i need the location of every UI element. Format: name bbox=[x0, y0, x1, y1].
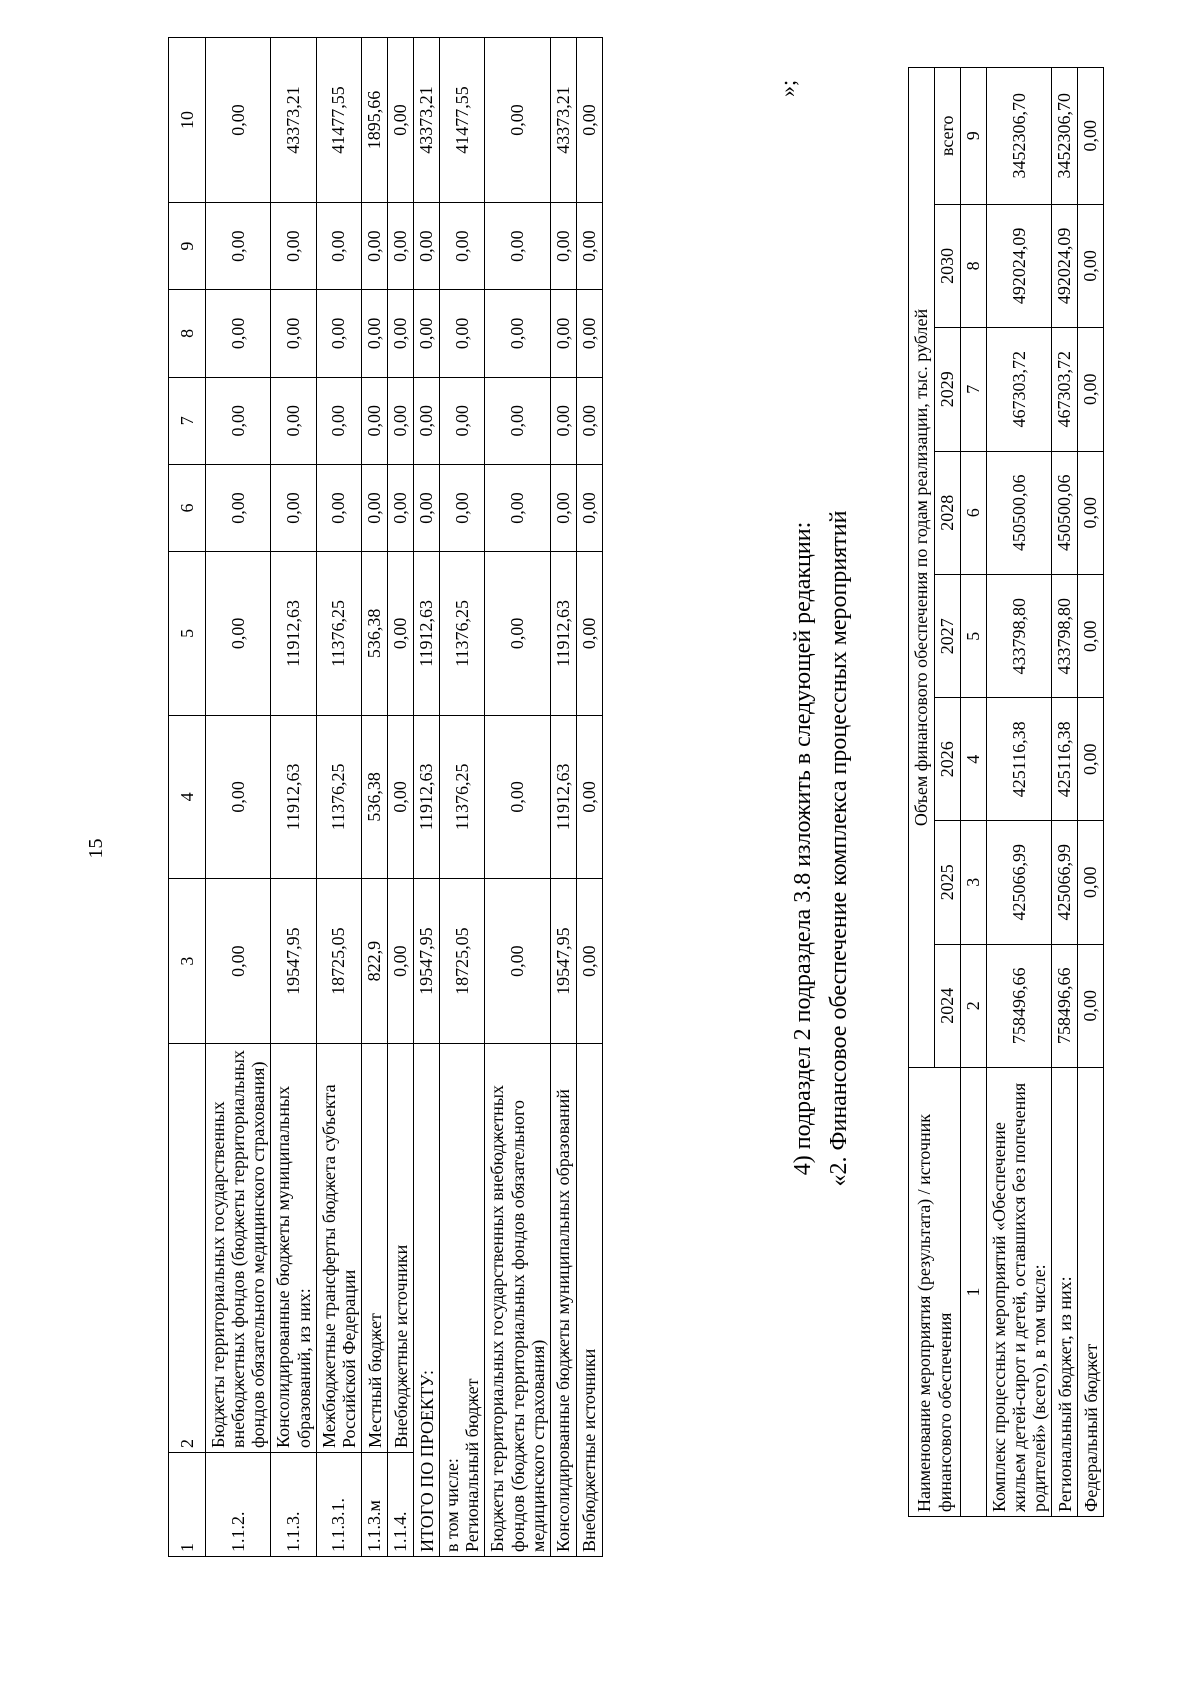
row-value: 11912,63 bbox=[550, 715, 576, 878]
column-number: 3 bbox=[169, 879, 206, 1044]
table-row bbox=[576, 38, 602, 1557]
row-value: 450500,06 bbox=[1052, 451, 1078, 574]
row-value: 19547,95 bbox=[414, 879, 440, 1044]
header-volume: Объем финансового обеспечения по годам реализации, тыс. рублей bbox=[909, 68, 935, 1068]
column-number: 1 bbox=[961, 1068, 987, 1517]
row-value: 758496,66 bbox=[987, 944, 1052, 1067]
row-value: 43373,21 bbox=[414, 38, 440, 203]
row-value: 822,9 bbox=[362, 879, 388, 1044]
table-row bbox=[414, 38, 440, 1557]
row-value: 492024,09 bbox=[987, 204, 1052, 327]
row-value: 11912,63 bbox=[271, 715, 316, 878]
column-number: 2 bbox=[961, 944, 987, 1067]
column-number: 5 bbox=[961, 575, 987, 698]
row-value: 0,00 bbox=[206, 879, 271, 1044]
row-value: 0,00 bbox=[271, 464, 316, 551]
row-value: 0,00 bbox=[206, 715, 271, 878]
row-value: 0,00 bbox=[1078, 68, 1104, 205]
amendment-instruction: 4) подраздел 2 подраздела 3.8 изложить в следующей редакции: bbox=[790, 521, 816, 1176]
row-value: 0,00 bbox=[1078, 944, 1104, 1067]
table-row bbox=[362, 38, 388, 1557]
row-value: 0,00 bbox=[316, 377, 361, 464]
row-value: 0,00 bbox=[550, 290, 576, 377]
row-value: 536,38 bbox=[362, 552, 388, 715]
row-value: 0,00 bbox=[414, 377, 440, 464]
column-number-row bbox=[961, 68, 987, 1517]
row-value: 3452306,70 bbox=[987, 68, 1052, 205]
row-code: 1.1.3. bbox=[271, 1453, 316, 1557]
column-number: 8 bbox=[169, 290, 206, 377]
row-value: 758496,66 bbox=[1052, 944, 1078, 1067]
row-value: 0,00 bbox=[1078, 575, 1104, 698]
row-value: 0,00 bbox=[271, 377, 316, 464]
row-value: 0,00 bbox=[576, 377, 602, 464]
row-value: 0,00 bbox=[576, 879, 602, 1044]
column-number: 5 bbox=[169, 552, 206, 715]
row-value: 43373,21 bbox=[550, 38, 576, 203]
row-name: Внебюджетные источники bbox=[388, 1044, 414, 1453]
row-value: 11912,63 bbox=[550, 552, 576, 715]
row-value: 18725,05 bbox=[316, 879, 361, 1044]
row-value: 0,00 bbox=[1078, 821, 1104, 944]
row-value: 0,00 bbox=[388, 464, 414, 551]
table-row bbox=[440, 38, 485, 1557]
row-value: 0,00 bbox=[388, 202, 414, 289]
table-row bbox=[550, 38, 576, 1557]
row-value: 0,00 bbox=[206, 202, 271, 289]
row-value: 433798,80 bbox=[1052, 575, 1078, 698]
row-name: Федеральный бюджет bbox=[1078, 1068, 1104, 1517]
row-value: 0,00 bbox=[1078, 328, 1104, 451]
column-number: 6 bbox=[961, 451, 987, 574]
row-value: 0,00 bbox=[388, 552, 414, 715]
column-number: 6 bbox=[169, 464, 206, 551]
row-value: 0,00 bbox=[485, 552, 550, 715]
project-funding-table bbox=[168, 37, 603, 1557]
row-value: 0,00 bbox=[206, 464, 271, 551]
row-value: 0,00 bbox=[388, 290, 414, 377]
column-number: 9 bbox=[961, 68, 987, 205]
row-value: 0,00 bbox=[485, 202, 550, 289]
table-row bbox=[1078, 68, 1104, 1517]
row-value: 0,00 bbox=[440, 377, 485, 464]
row-value: 0,00 bbox=[1078, 698, 1104, 821]
table-row bbox=[206, 38, 271, 1557]
header-row bbox=[909, 68, 935, 1517]
row-code: 1.1.3.м bbox=[362, 1453, 388, 1557]
row-value: 0,00 bbox=[576, 464, 602, 551]
row-value: 0,00 bbox=[206, 290, 271, 377]
row-value: 425066,99 bbox=[987, 821, 1052, 944]
column-number: 8 bbox=[961, 204, 987, 327]
row-value: 467303,72 bbox=[987, 328, 1052, 451]
row-value: 41477,55 bbox=[316, 38, 361, 203]
row-name: Внебюджетные источники bbox=[576, 1044, 602, 1557]
row-value: 41477,55 bbox=[440, 38, 485, 203]
column-number: 3 bbox=[961, 821, 987, 944]
table-row bbox=[316, 38, 361, 1557]
row-value: 0,00 bbox=[206, 377, 271, 464]
row-value: 0,00 bbox=[576, 552, 602, 715]
row-value: 0,00 bbox=[414, 202, 440, 289]
row-value: 0,00 bbox=[485, 715, 550, 878]
row-value: 11376,25 bbox=[316, 552, 361, 715]
row-value: 11376,25 bbox=[316, 715, 361, 878]
row-value: 19547,95 bbox=[271, 879, 316, 1044]
row-value: 43373,21 bbox=[271, 38, 316, 203]
row-value: 0,00 bbox=[362, 377, 388, 464]
row-value: 0,00 bbox=[550, 464, 576, 551]
table-row bbox=[388, 38, 414, 1557]
process-measures-funding-table bbox=[908, 67, 1104, 1517]
row-value: 0,00 bbox=[485, 290, 550, 377]
row-name: Бюджеты территориальных государственных внебюджетных фондов (бюджеты территориальных фондов обязательного медицинского страхования) bbox=[206, 1044, 271, 1453]
row-value: 0,00 bbox=[388, 38, 414, 203]
row-value: 0,00 bbox=[550, 377, 576, 464]
row-value: 0,00 bbox=[440, 464, 485, 551]
year-header: 2025 bbox=[935, 821, 961, 944]
row-value: 0,00 bbox=[271, 202, 316, 289]
row-value: 11912,63 bbox=[271, 552, 316, 715]
row-value: 1895,66 bbox=[362, 38, 388, 203]
row-value: 11376,25 bbox=[440, 715, 485, 878]
row-name: Комплекс процессных мероприятий «Обеспечение жильем детей-сирот и детей, оставшихся без попечения родителей» (всего), в том числе: bbox=[987, 1068, 1052, 1517]
row-value: 0,00 bbox=[388, 879, 414, 1044]
table-row bbox=[271, 38, 316, 1557]
row-value: 11912,63 bbox=[414, 715, 440, 878]
row-value: 0,00 bbox=[550, 202, 576, 289]
row-value: 0,00 bbox=[485, 38, 550, 203]
row-value: 425066,99 bbox=[1052, 821, 1078, 944]
row-value: 0,00 bbox=[206, 38, 271, 203]
row-value: 450500,06 bbox=[987, 451, 1052, 574]
row-value: 0,00 bbox=[362, 290, 388, 377]
table-row bbox=[485, 38, 550, 1557]
row-value: 0,00 bbox=[316, 464, 361, 551]
row-value: 433798,80 bbox=[987, 575, 1052, 698]
row-name: Консолидированные бюджеты муниципальных образований, из них: bbox=[271, 1044, 316, 1453]
row-value: 0,00 bbox=[576, 715, 602, 878]
row-value: 0,00 bbox=[576, 290, 602, 377]
row-value: 0,00 bbox=[440, 202, 485, 289]
table-row bbox=[1052, 68, 1078, 1517]
row-value: 11376,25 bbox=[440, 552, 485, 715]
page-number: 15 bbox=[85, 838, 107, 859]
row-name: Региональный бюджет, из них: bbox=[1052, 1068, 1078, 1517]
row-value: 0,00 bbox=[271, 290, 316, 377]
row-value: 0,00 bbox=[316, 290, 361, 377]
column-number-row bbox=[169, 38, 206, 1557]
column-number: 4 bbox=[961, 698, 987, 821]
row-name: Бюджеты территориальных государственных внебюджетных фондов (бюджеты территориальных фондов обязательного медицинского страхования) bbox=[485, 1044, 550, 1557]
column-number: 9 bbox=[169, 202, 206, 289]
year-header: 2024 bbox=[935, 944, 961, 1067]
row-value: 0,00 bbox=[440, 290, 485, 377]
year-header: 2028 bbox=[935, 451, 961, 574]
row-value: 0,00 bbox=[316, 202, 361, 289]
row-value: 492024,09 bbox=[1052, 204, 1078, 327]
column-number: 7 bbox=[961, 328, 987, 451]
row-value: 0,00 bbox=[485, 464, 550, 551]
year-header: 2026 bbox=[935, 698, 961, 821]
row-value: 0,00 bbox=[576, 38, 602, 203]
column-number: 4 bbox=[169, 715, 206, 878]
year-header: 2027 bbox=[935, 575, 961, 698]
row-code: 1.1.2. bbox=[206, 1453, 271, 1557]
row-value: 18725,05 bbox=[440, 879, 485, 1044]
column-number: 7 bbox=[169, 377, 206, 464]
row-value: 3452306,70 bbox=[1052, 68, 1078, 205]
row-value: 0,00 bbox=[414, 464, 440, 551]
column-number: 10 bbox=[169, 38, 206, 203]
row-value: 0,00 bbox=[362, 464, 388, 551]
row-value: 0,00 bbox=[485, 879, 550, 1044]
table-row bbox=[987, 68, 1052, 1517]
year-header: 2030 bbox=[935, 204, 961, 327]
row-value: 425116,38 bbox=[1052, 698, 1078, 821]
row-value: 0,00 bbox=[414, 290, 440, 377]
row-value: 0,00 bbox=[362, 202, 388, 289]
row-value: 19547,95 bbox=[550, 879, 576, 1044]
row-value: 0,00 bbox=[388, 715, 414, 878]
row-value: 0,00 bbox=[1078, 204, 1104, 327]
row-value: 425116,38 bbox=[987, 698, 1052, 821]
row-value: 0,00 bbox=[1078, 451, 1104, 574]
section-heading: «2. Финансовое обеспечение комплекса процессных мероприятий bbox=[826, 510, 852, 1187]
column-number: 1 bbox=[169, 1453, 206, 1557]
row-code: 1.1.3.1. bbox=[316, 1453, 361, 1557]
row-code: 1.1.4. bbox=[388, 1453, 414, 1557]
year-header: 2029 bbox=[935, 328, 961, 451]
column-number: 2 bbox=[169, 1044, 206, 1453]
row-value: 11912,63 bbox=[414, 552, 440, 715]
row-value: 0,00 bbox=[206, 552, 271, 715]
row-value: 536,38 bbox=[362, 715, 388, 878]
closing-quote-mark: »; bbox=[775, 79, 800, 97]
header-name: Наименование мероприятия (результата) / источник финансового обеспечения bbox=[909, 1068, 961, 1517]
row-name: Местный бюджет bbox=[362, 1044, 388, 1453]
row-name: в том числе: Региональный бюджет bbox=[440, 1044, 485, 1557]
row-name: Межбюджетные трансферты бюджета субъекта Российской Федерации bbox=[316, 1044, 361, 1453]
row-name: Консолидированные бюджеты муниципальных образований bbox=[550, 1044, 576, 1557]
row-value: 0,00 bbox=[388, 377, 414, 464]
row-name: ИТОГО ПО ПРОЕКТУ: bbox=[414, 1044, 440, 1557]
row-value: 467303,72 bbox=[1052, 328, 1078, 451]
year-header: всего bbox=[935, 68, 961, 205]
row-value: 0,00 bbox=[485, 377, 550, 464]
row-value: 0,00 bbox=[576, 202, 602, 289]
